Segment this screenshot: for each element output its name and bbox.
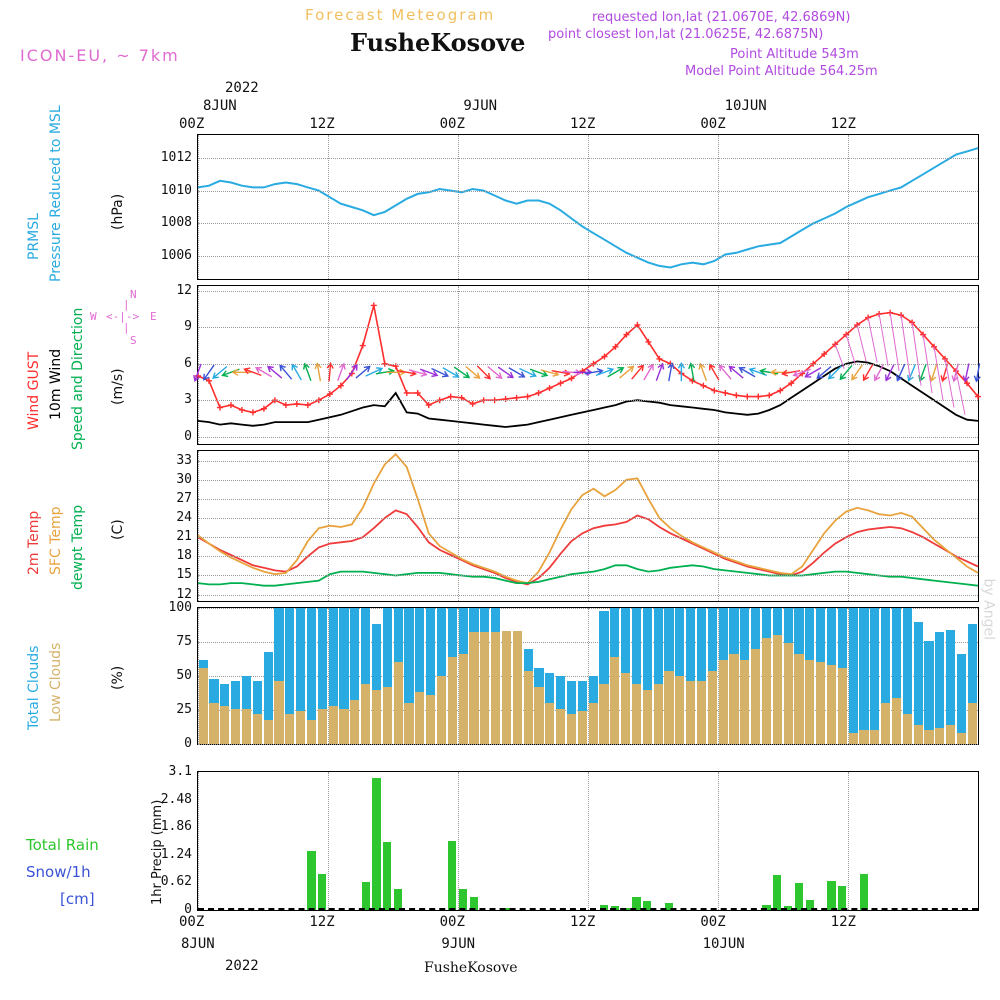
y-axis-tick-label: 15 xyxy=(176,567,192,583)
low-cloud-bar xyxy=(589,703,598,744)
low-cloud-bar xyxy=(838,668,847,744)
wind-direction-arrow xyxy=(441,365,460,379)
wind-direction-arrow xyxy=(606,365,625,379)
precip-bar xyxy=(827,881,835,910)
label-snow-unit: [cm] xyxy=(60,890,95,908)
low-cloud-bar xyxy=(404,703,413,744)
total-cloud-bar xyxy=(849,608,858,744)
wind-direction-arrow xyxy=(738,365,757,379)
grid-line-horizontal xyxy=(198,400,978,401)
wind-direction-arrow xyxy=(883,363,896,382)
label-temp-dewpt: dewpt Temp xyxy=(70,504,86,590)
axis-year-bottom: 2022 xyxy=(225,958,259,974)
grid-line-horizontal xyxy=(198,744,978,745)
top-time-axis xyxy=(0,80,1000,130)
low-cloud-bar xyxy=(859,730,868,744)
panel-wind xyxy=(176,282,979,445)
panel-precip xyxy=(160,764,979,917)
low-cloud-bar xyxy=(307,720,316,744)
low-cloud-bar xyxy=(199,668,208,744)
low-cloud-bar xyxy=(329,706,338,744)
label-wind-dir: Speed and Direction xyxy=(70,307,86,450)
gust-marker xyxy=(536,390,542,396)
grid-line-vertical xyxy=(328,772,329,910)
grid-line-horizontal xyxy=(198,499,978,500)
axis-day-label: 8JUN xyxy=(181,936,215,952)
gust-marker xyxy=(283,402,289,408)
low-cloud-bar xyxy=(805,660,814,744)
gust-marker xyxy=(558,380,564,386)
wind-direction-arrow xyxy=(595,366,614,378)
low-cloud-bar xyxy=(383,687,392,744)
gust-marker xyxy=(470,401,476,407)
y-axis-tick-label: 30 xyxy=(176,471,192,487)
low-cloud-bar xyxy=(491,632,500,744)
low-cloud-bar xyxy=(253,714,262,744)
wind-direction-arrow xyxy=(973,363,982,382)
low-cloud-bar xyxy=(524,671,533,744)
low-cloud-bar xyxy=(610,657,619,744)
axis-time-tick: 12Z xyxy=(830,116,856,132)
y-axis-tick-label: 0.62 xyxy=(160,874,192,890)
low-cloud-bar xyxy=(729,654,738,744)
precip-bar xyxy=(448,841,456,910)
gust-hatch xyxy=(835,344,844,368)
grid-line-horizontal xyxy=(198,291,978,292)
low-cloud-bar xyxy=(751,649,760,744)
grid-line-horizontal xyxy=(198,575,978,576)
label-precip-unit: 1hr Precip (mm) xyxy=(150,799,165,905)
low-cloud-bar xyxy=(448,657,457,744)
panel-clouds xyxy=(168,600,979,751)
label-wind-gust: Wind GUST xyxy=(26,351,42,430)
y-axis-tick-label: 0 xyxy=(184,902,192,917)
low-cloud-bar xyxy=(697,681,706,744)
low-cloud-bar xyxy=(372,690,381,744)
low-cloud-bar xyxy=(740,660,749,744)
gust-marker xyxy=(744,394,750,400)
label-snow: Snow/1h xyxy=(26,863,91,881)
wind-direction-arrow xyxy=(666,363,675,382)
grid-line-vertical xyxy=(198,772,199,910)
wind-direction-arrow xyxy=(314,363,323,382)
y-axis-tick-label: 3.1 xyxy=(168,764,192,779)
low-cloud-bar xyxy=(231,709,240,744)
y-axis-tick-label: 0 xyxy=(184,736,192,751)
grid-line-horizontal xyxy=(198,191,978,192)
low-cloud-bar xyxy=(296,711,305,744)
low-cloud-bar xyxy=(437,676,446,744)
gust-marker xyxy=(448,394,454,400)
prmsl-line xyxy=(198,148,978,267)
low-cloud-bar xyxy=(935,728,944,744)
precip-bar xyxy=(362,882,370,910)
low-cloud-bar xyxy=(534,687,543,744)
low-cloud-bar xyxy=(946,725,955,744)
gust-hatch xyxy=(890,313,899,371)
wind-direction-arrow xyxy=(302,363,314,382)
y-axis-tick-label: 50 xyxy=(176,668,192,683)
precip-bar xyxy=(773,875,781,910)
label-total-clouds: Total Clouds xyxy=(26,645,42,730)
low-cloud-bar xyxy=(318,709,327,744)
y-axis-tick-label: 12 xyxy=(176,282,192,298)
model-label: ICON-EU, ~ 7km xyxy=(20,46,180,65)
low-cloud-bar xyxy=(578,711,587,744)
low-cloud-bar xyxy=(903,714,912,744)
low-cloud-bar xyxy=(556,709,565,744)
low-cloud-bar xyxy=(621,673,630,744)
label-clouds-unit: (%) xyxy=(110,665,126,690)
y-axis-tick-label: 1008 xyxy=(160,215,192,231)
gust-marker xyxy=(766,392,772,398)
axis-time-tick: 12Z xyxy=(570,116,596,132)
axis-time-tick: 12Z xyxy=(570,914,596,930)
gust-marker xyxy=(217,405,223,411)
low-cloud-bar xyxy=(664,671,673,744)
grid-line-horizontal xyxy=(198,537,978,538)
y-axis-tick-label: 1006 xyxy=(160,248,192,264)
label-temp-sfc: SFC Temp xyxy=(48,506,64,575)
gust-marker xyxy=(700,383,706,389)
gust-marker xyxy=(294,401,300,407)
gust-marker xyxy=(360,343,366,349)
low-cloud-bar xyxy=(881,703,890,744)
y-axis-tick-label: 1.24 xyxy=(160,846,192,862)
low-cloud-bar xyxy=(285,714,294,744)
total-cloud-bar xyxy=(870,608,879,744)
label-prmsl-series: PRMSL xyxy=(26,213,42,260)
low-cloud-bar xyxy=(968,703,977,744)
wind-direction-arrow xyxy=(962,363,972,382)
y-axis-tick-label: 2.48 xyxy=(160,791,192,807)
y-axis-tick-label: 1012 xyxy=(160,149,192,165)
low-cloud-bar xyxy=(654,684,663,744)
grid-line-horizontal xyxy=(198,595,978,596)
y-axis-tick-label: 1010 xyxy=(160,182,192,198)
y-axis-tick-label: 12 xyxy=(176,586,192,602)
gust-marker xyxy=(722,390,728,396)
precip-bar xyxy=(860,874,868,910)
y-axis-tick-label: 33 xyxy=(176,452,192,468)
grid-line-vertical xyxy=(588,772,589,910)
precip-bar xyxy=(307,851,315,910)
watermark: by Angel xyxy=(980,578,996,640)
gust-marker xyxy=(228,402,234,408)
gust-hatch xyxy=(857,325,866,361)
low-cloud-bar xyxy=(870,730,879,744)
low-cloud-bar xyxy=(264,720,273,744)
total-cloud-bar xyxy=(859,608,868,744)
low-cloud-bar xyxy=(220,706,229,744)
low-cloud-bar xyxy=(794,654,803,744)
grid-line-horizontal xyxy=(198,437,978,438)
gust-marker xyxy=(525,394,531,400)
axis-day-label: 8JUN xyxy=(203,98,237,114)
gust-hatch xyxy=(868,318,877,363)
low-cloud-bar xyxy=(849,733,858,744)
low-cloud-bar xyxy=(415,692,424,744)
axis-time-tick: 00Z xyxy=(439,914,465,930)
precip-bar xyxy=(459,889,467,910)
forecast-heading: Forecast Meteogram xyxy=(305,6,496,24)
gust-marker xyxy=(305,402,311,408)
low-cloud-bar xyxy=(469,632,478,744)
low-cloud-bar xyxy=(426,695,435,744)
requested-coords: requested lon,lat (21.0670E, 42.6869N) xyxy=(592,10,851,25)
label-wind-10m: 10m Wind xyxy=(48,348,64,420)
low-cloud-bar xyxy=(394,662,403,744)
low-cloud-bar xyxy=(513,631,522,744)
page-title: FusheKosove xyxy=(350,28,526,57)
gust-marker xyxy=(404,390,410,396)
gust-hatch xyxy=(879,314,888,366)
low-cloud-bar xyxy=(957,733,966,744)
low-cloud-bar xyxy=(350,700,359,744)
low-cloud-bar xyxy=(274,681,283,744)
axis-time-tick: 00Z xyxy=(700,914,726,930)
y-axis-tick-label: 27 xyxy=(176,490,192,506)
y-axis-tick-label: 24 xyxy=(176,510,192,526)
low-cloud-bar xyxy=(816,662,825,744)
bottom-time-axis xyxy=(0,912,1000,972)
grid-line-horizontal xyxy=(198,480,978,481)
axis-time-tick: 12Z xyxy=(309,116,335,132)
label-low-clouds: Low Clouds xyxy=(48,642,64,722)
axis-time-tick: 00Z xyxy=(179,914,205,930)
gust-marker xyxy=(711,388,717,394)
low-cloud-bar xyxy=(599,684,608,744)
low-cloud-bar xyxy=(502,631,511,744)
precip-bar xyxy=(372,778,380,910)
y-axis-tick-label: 1.86 xyxy=(160,819,192,835)
y-axis-tick-label: 3 xyxy=(184,392,192,408)
y-axis-tick-label: 9 xyxy=(184,319,192,335)
wind10m-line xyxy=(198,361,978,427)
gust-line xyxy=(198,305,978,412)
low-cloud-bar xyxy=(361,684,370,744)
wind-direction-arrow xyxy=(326,363,334,381)
zero-line xyxy=(198,908,978,910)
grid-line-vertical xyxy=(848,772,849,910)
panel-prmsl xyxy=(160,134,979,280)
low-cloud-bar xyxy=(480,632,489,744)
y-axis-tick-label: 21 xyxy=(176,529,192,545)
grid-line-horizontal xyxy=(198,327,978,328)
wind-direction-arrow xyxy=(278,363,294,381)
low-cloud-bar xyxy=(686,681,695,744)
label-temp-unit: (C) xyxy=(110,519,126,540)
total-cloud-bar xyxy=(957,654,966,744)
y-axis-tick-label: 100 xyxy=(168,600,192,615)
axis-time-tick: 00Z xyxy=(700,116,726,132)
gust-marker xyxy=(733,392,739,398)
label-prmsl-title: Pressure Reduced to MSL xyxy=(48,105,64,282)
axis-time-tick: 00Z xyxy=(179,116,205,132)
precip-bar xyxy=(838,886,846,910)
low-cloud-bar xyxy=(242,709,251,744)
label-total-rain: Total Rain xyxy=(26,836,99,854)
grid-line-vertical xyxy=(718,772,719,910)
grid-line-horizontal xyxy=(198,223,978,224)
low-cloud-bar xyxy=(339,709,348,744)
precip-bar xyxy=(795,883,803,910)
wind-direction-arrow xyxy=(906,363,918,382)
wind-direction-arrow xyxy=(861,363,875,382)
gust-hatch xyxy=(846,335,855,364)
low-cloud-bar xyxy=(459,654,468,744)
footer-station-name: FusheKosove xyxy=(424,960,518,976)
point-altitude: Point Altitude 543m xyxy=(730,47,859,62)
low-cloud-bar xyxy=(784,643,793,744)
closest-coords: point closest lon,lat (21.0625E, 42.6875N) xyxy=(548,27,824,42)
gust-marker xyxy=(547,385,553,391)
wind-direction-arrow xyxy=(335,363,347,382)
label-temp-2m: 2m Temp xyxy=(26,510,42,575)
axis-time-tick: 00Z xyxy=(439,116,465,132)
precip-bar xyxy=(394,889,402,910)
wind-compass: N S W E <-|-> | | xyxy=(90,288,157,347)
low-cloud-bar xyxy=(827,665,836,744)
low-cloud-bar xyxy=(545,703,554,744)
model-point-altitude: Model Point Altitude 564.25m xyxy=(685,64,878,79)
low-cloud-bar xyxy=(924,730,933,744)
axis-day-label: 9JUN xyxy=(463,98,498,114)
y-axis-tick-label: 75 xyxy=(176,634,192,649)
low-cloud-bar xyxy=(914,725,923,744)
y-axis-tick-label: 6 xyxy=(184,355,192,371)
wind-direction-arrow xyxy=(192,363,204,382)
axis-time-tick: 12Z xyxy=(309,914,335,930)
gust-marker xyxy=(239,407,245,413)
gust-marker xyxy=(250,409,256,415)
axis-year: 2022 xyxy=(225,80,259,96)
low-cloud-bar xyxy=(719,660,728,744)
label-prmsl-unit: (hPa) xyxy=(110,193,126,230)
grid-line-horizontal xyxy=(198,158,978,159)
low-cloud-bar xyxy=(632,684,641,744)
precip-bar xyxy=(318,874,326,910)
wind-direction-arrow xyxy=(654,363,666,382)
low-cloud-bar xyxy=(773,635,782,744)
gust-marker xyxy=(755,394,761,400)
axis-day-label: 9JUN xyxy=(441,936,476,952)
low-cloud-bar xyxy=(209,703,218,744)
panel-temperature xyxy=(176,450,979,602)
low-cloud-bar xyxy=(892,698,901,744)
grid-line-horizontal xyxy=(198,256,978,257)
gust-marker xyxy=(371,302,377,308)
grid-line-horizontal xyxy=(198,518,978,519)
precip-bar xyxy=(383,842,391,910)
axis-day-label: 10JUN xyxy=(702,936,745,952)
y-axis-tick-label: 18 xyxy=(176,548,192,564)
low-cloud-bar xyxy=(643,690,652,744)
label-wind-unit: (m/s) xyxy=(110,368,126,405)
low-cloud-bar xyxy=(567,714,576,744)
wind-direction-arrow xyxy=(697,363,709,382)
grid-line-horizontal xyxy=(198,364,978,365)
y-axis-tick-label: 0 xyxy=(184,428,192,444)
axis-time-tick: 12Z xyxy=(830,914,856,930)
low-cloud-bar xyxy=(675,676,684,744)
wind-direction-arrow xyxy=(749,366,768,378)
total-cloud-bar xyxy=(924,641,933,744)
grid-line-horizontal xyxy=(198,556,978,557)
y-axis-tick-label: 25 xyxy=(176,702,192,717)
low-cloud-bar xyxy=(708,671,717,744)
grid-line-horizontal xyxy=(198,461,978,462)
axis-day-label: 10JUN xyxy=(724,98,767,114)
low-cloud-bar xyxy=(762,638,771,744)
